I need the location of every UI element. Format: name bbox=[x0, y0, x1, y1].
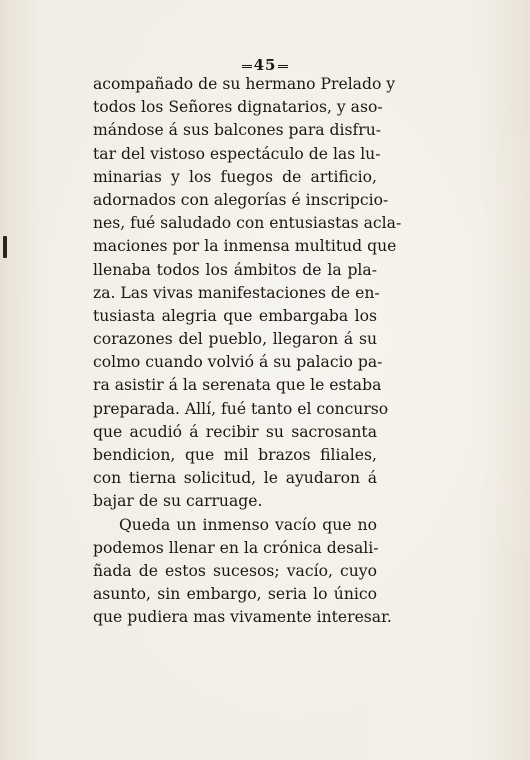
text-line: todos los Señores dignatarios, y aso- bbox=[93, 98, 383, 117]
text-line: adornados con alegorías é inscripcio- bbox=[93, 190, 389, 209]
page-header bbox=[0, 56, 530, 74]
text-line: podemos llenar en la crónica desali- bbox=[93, 538, 379, 557]
text-line: acompañado de su hermano Prelado y bbox=[93, 75, 396, 93]
header-rule-left bbox=[242, 65, 252, 68]
text-line: que pudiera mas vivamente interesar. bbox=[93, 608, 392, 627]
text-line: con tierna solicitud, le ayudaron á bbox=[93, 469, 377, 488]
text-line: minarias y los fuegos de artificio, bbox=[93, 167, 377, 186]
header-rule-right bbox=[278, 65, 288, 68]
text-line: colmo cuando volvió á su palacio pa- bbox=[93, 353, 383, 372]
text-line: tusiasta alegria que embargaba los bbox=[93, 306, 377, 325]
text-line: mándose á sus balcones para disfru- bbox=[93, 121, 382, 140]
binding-mark bbox=[3, 236, 7, 258]
text-line: maciones por la inmensa multitud que bbox=[93, 237, 397, 256]
text-line: za. Las vivas manifestaciones de en- bbox=[93, 283, 380, 302]
text-line: ñada de estos sucesos; vacío, cuyo bbox=[93, 561, 377, 580]
text-line: Queda un inmenso vacío que no bbox=[119, 515, 377, 534]
text-line: bendicion, que mil brazos filiales, bbox=[93, 446, 377, 464]
text-line: nes, fué saludado con entusiastas acla- bbox=[93, 214, 402, 233]
text-line: tar del vistoso espectáculo de las lu- bbox=[93, 144, 381, 163]
text-line: que acudió á recibir su sacrosanta bbox=[93, 422, 377, 441]
text-line: asunto, sin embargo, seria lo único bbox=[93, 585, 377, 604]
text-line: ra asistir á la serenata que le estaba bbox=[93, 376, 382, 395]
text-line: corazones del pueblo, llegaron á su bbox=[93, 330, 377, 349]
text-line: bajar de su carruage. bbox=[93, 492, 263, 511]
text-line: llenaba todos los ámbitos de la pla- bbox=[93, 260, 377, 279]
body-text bbox=[93, 73, 402, 630]
text-line: preparada. Allí, fué tanto el concurso bbox=[93, 399, 389, 418]
page-number: 45 bbox=[253, 56, 277, 74]
